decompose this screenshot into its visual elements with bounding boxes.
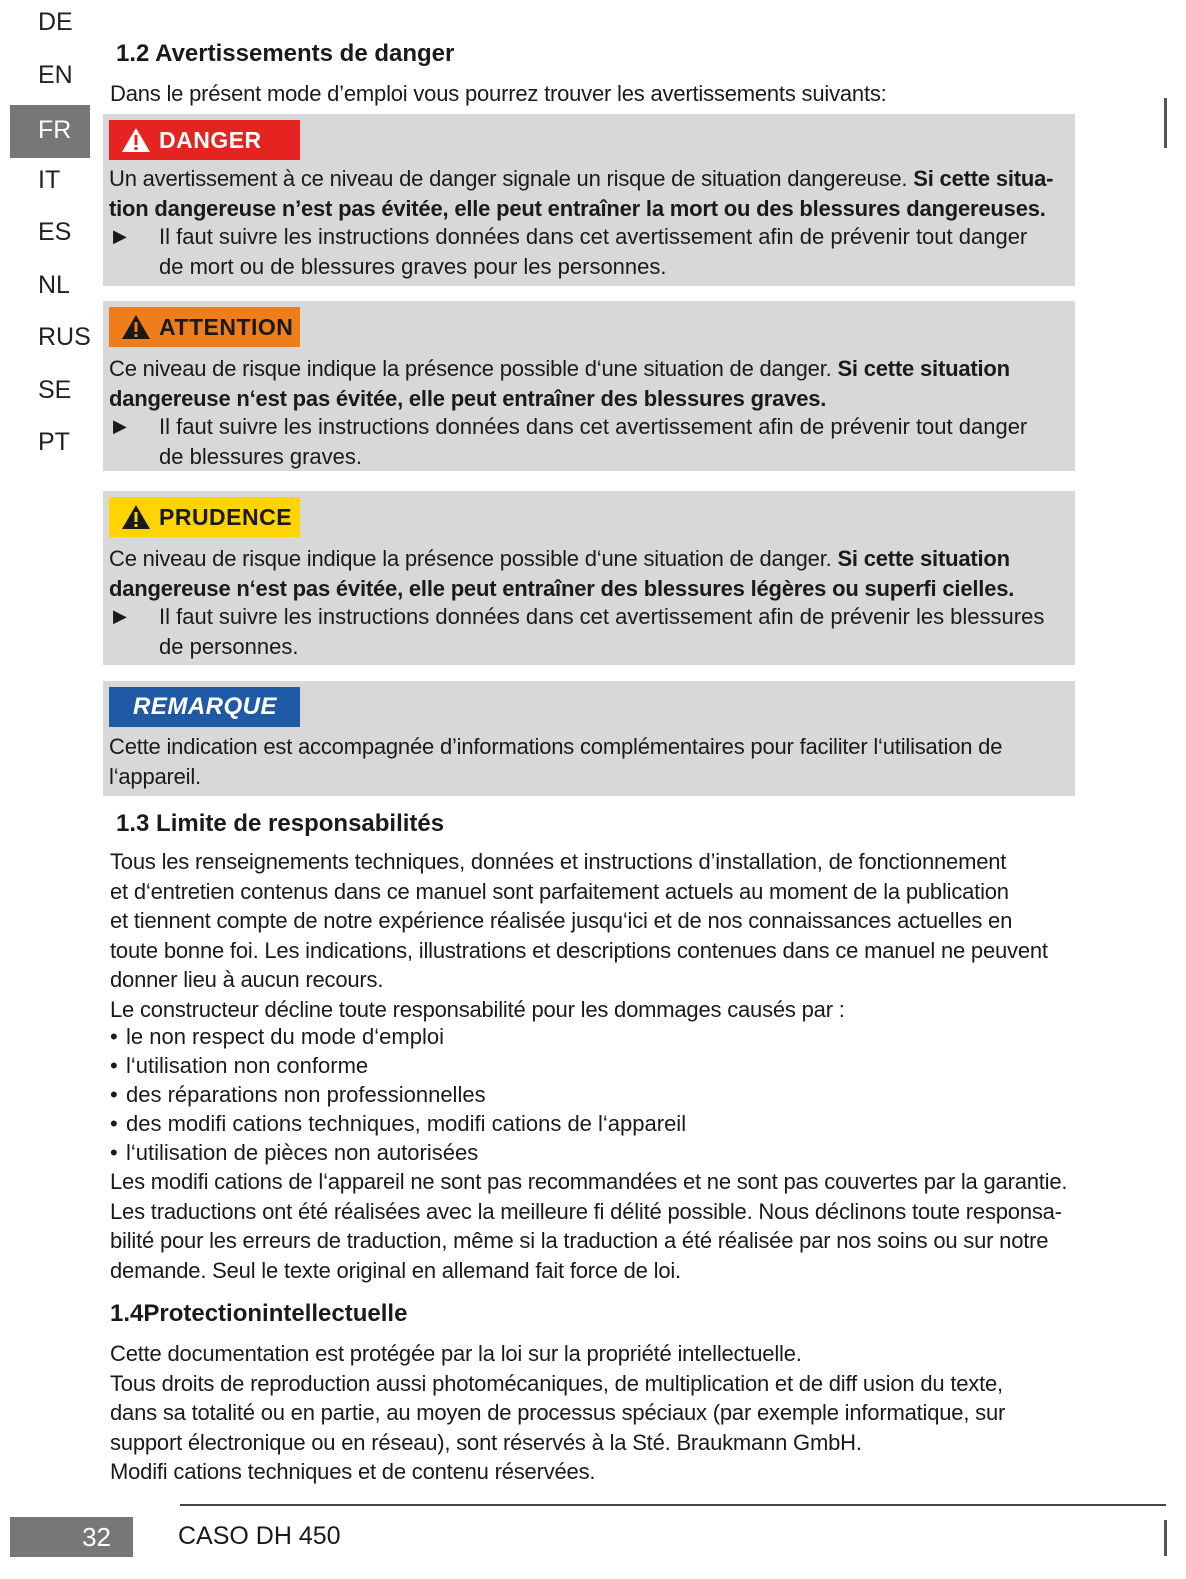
- margin-mark: [1164, 1520, 1167, 1556]
- prudence-action-text: [159, 602, 1069, 661]
- lang-it[interactable]: IT: [38, 165, 61, 194]
- warning-triangle-icon: [121, 504, 151, 530]
- remarque-text: Cette indication est accompagnée d’informations complémentaires pour faciliter l‘utilisation de: [109, 734, 1003, 759]
- text-line: Modifi cations techniques et de contenu réservées.: [110, 1459, 596, 1484]
- section-1-3-after: [110, 1167, 1067, 1285]
- text-line: Cette documentation est protégée par la loi sur la propriété intellectuelle.: [110, 1341, 802, 1366]
- text-line: bilité pour les erreurs de traduction, même si la traduction a été réalisée par nos soins ou sur notre: [110, 1228, 1049, 1253]
- danger-description: [109, 164, 1069, 223]
- action-line: Il faut suivre les instructions données dans cet avertissement afin de prévenir tout danger: [159, 224, 1028, 249]
- attention-text: Ce niveau de risque indique la présence possible d‘une situation de danger.: [109, 356, 838, 381]
- prudence-bold-text: Si cette situation: [837, 546, 1010, 571]
- footer-divider: [180, 1504, 1166, 1506]
- danger-text: Un avertissement à ce niveau de danger signale un risque de situation dangereuse.: [109, 166, 914, 191]
- prudence-action: [109, 602, 1069, 662]
- attention-badge: [109, 307, 300, 347]
- text-line: et d‘entretien contenus dans ce manuel sont parfaitement actuels au moment de la publication: [110, 878, 1009, 904]
- action-line: de mort ou de blessures graves pour les personnes.: [159, 253, 667, 279]
- lang-nl[interactable]: NL: [38, 270, 70, 299]
- danger-box: [103, 114, 1075, 286]
- text-line: Le constructeur décline toute responsabilité pour les dommages causés par :: [110, 996, 845, 1022]
- danger-badge: [109, 120, 300, 160]
- text-line: support électronique ou en réseau), sont réservés à la Sté. Braukmann GmbH.: [110, 1429, 862, 1455]
- action-arrow-icon: ▶: [113, 606, 127, 626]
- attention-action-text: [159, 412, 1069, 471]
- lang-de[interactable]: DE: [38, 8, 73, 36]
- liability-list: [110, 1022, 686, 1167]
- footer-model: CASO DH 450: [178, 1522, 341, 1550]
- lang-pt[interactable]: PT: [38, 428, 70, 456]
- warning-triangle-icon: [121, 314, 151, 340]
- danger-label: DANGER: [159, 126, 262, 153]
- list-item: • l‘utilisation non conforme: [110, 1051, 686, 1080]
- remarque-description: [109, 732, 1069, 791]
- danger-bold-text: tion dangereuse n’est pas évitée, elle peut entraîner la mort ou des blessures dangereuses.: [109, 195, 1046, 221]
- attention-bold-text: dangereuse n‘est pas évitée, elle peut entraîner des blessures graves.: [109, 385, 827, 411]
- page-number: 32: [10, 1517, 133, 1557]
- text-line: dans sa totalité ou en partie, au moyen de processus spéciaux (par exemple informatique, sur: [110, 1400, 1006, 1425]
- prudence-bold-text: dangereuse n‘est pas évitée, elle peut entraîner des blessures légères ou superfi cielles.: [109, 575, 1015, 601]
- prudence-label: PRUDENCE: [159, 503, 293, 530]
- attention-box: [103, 301, 1075, 471]
- text-line: et tiennent compte de notre expérience réalisée jusqu‘ici et de nos connaissances actuelles en: [110, 908, 1013, 933]
- action-line: Il faut suivre les instructions données dans cet avertissement afin de prévenir les blessures: [159, 604, 1045, 629]
- action-line: de personnes.: [159, 633, 299, 659]
- attention-bold-text: Si cette situation: [837, 356, 1010, 381]
- prudence-box: [103, 491, 1075, 665]
- section-1-2-intro: Dans le présent mode d’emploi vous pourrez trouver les avertissements suivants:: [110, 81, 887, 106]
- action-arrow-icon: ▶: [113, 416, 127, 436]
- language-nav: [10, 0, 90, 473]
- text-line: Tous les renseignements techniques, données et instructions d’installation, de fonctionnement: [110, 849, 1007, 874]
- text-line: Les modifi cations de l‘appareil ne sont pas recommandées et ne sont pas couvertes par la garantie.: [110, 1169, 1068, 1194]
- danger-action: [109, 222, 1069, 282]
- lang-se[interactable]: SE: [38, 375, 72, 404]
- prudence-badge: [109, 497, 300, 537]
- list-item: • le non respect du mode d‘emploi: [110, 1022, 686, 1051]
- text-line: demande. Seul le texte original en allemand fait force de loi.: [110, 1257, 681, 1283]
- remarque-box: [103, 681, 1075, 796]
- list-item: • l‘utilisation de pièces non autorisées: [110, 1138, 686, 1167]
- section-1-3-heading: 1.3 Limite de responsabilités: [116, 810, 445, 837]
- text-line: toute bonne foi. Les indications, illustrations et descriptions contenues dans ce manuel ne peuvent: [110, 937, 1048, 963]
- list-item: • des modifi cations techniques, modifi cations de l‘appareil: [110, 1109, 686, 1138]
- action-line: de blessures graves.: [159, 443, 362, 469]
- remarque-text: l‘appareil.: [109, 763, 201, 789]
- attention-description: [109, 354, 1069, 413]
- warning-triangle-icon: [121, 127, 151, 153]
- text-line: donner lieu à aucun recours.: [110, 967, 384, 992]
- section-1-3-paragraph: [110, 847, 1048, 1024]
- text-line: Tous droits de reproduction aussi photomécaniques, de multiplication et de diff usion du texte,: [110, 1370, 1003, 1396]
- section-1-4-heading: 1.4Protectionintellectuelle: [110, 1300, 408, 1327]
- action-line: Il faut suivre les instructions données dans cet avertissement afin de prévenir tout danger: [159, 414, 1028, 439]
- danger-bold-text: Si cette situa-: [913, 166, 1054, 191]
- prudence-text: Ce niveau de risque indique la présence possible d‘une situation de danger.: [109, 546, 838, 571]
- lang-fr[interactable]: FR: [10, 105, 90, 158]
- action-arrow-icon: ▶: [113, 226, 127, 246]
- danger-action-text: [159, 222, 1069, 281]
- lang-es[interactable]: ES: [38, 218, 72, 246]
- remarque-badge: [109, 687, 300, 727]
- attention-action: [109, 412, 1069, 472]
- attention-label: ATTENTION: [159, 313, 294, 340]
- section-1-4-paragraph: [110, 1339, 1005, 1487]
- lang-en[interactable]: EN: [38, 60, 73, 89]
- prudence-description: [109, 544, 1069, 603]
- margin-mark: [1164, 98, 1167, 148]
- lang-rus[interactable]: RUS: [38, 323, 91, 351]
- text-line: Les traductions ont été réalisées avec la meilleure fi délité possible. Nous déclinons toute responsa-: [110, 1198, 1062, 1224]
- remarque-label: REMARQUE: [133, 693, 278, 720]
- section-1-2-heading: 1.2 Avertissements de danger: [116, 40, 455, 67]
- list-item: • des réparations non professionnelles: [110, 1080, 686, 1109]
